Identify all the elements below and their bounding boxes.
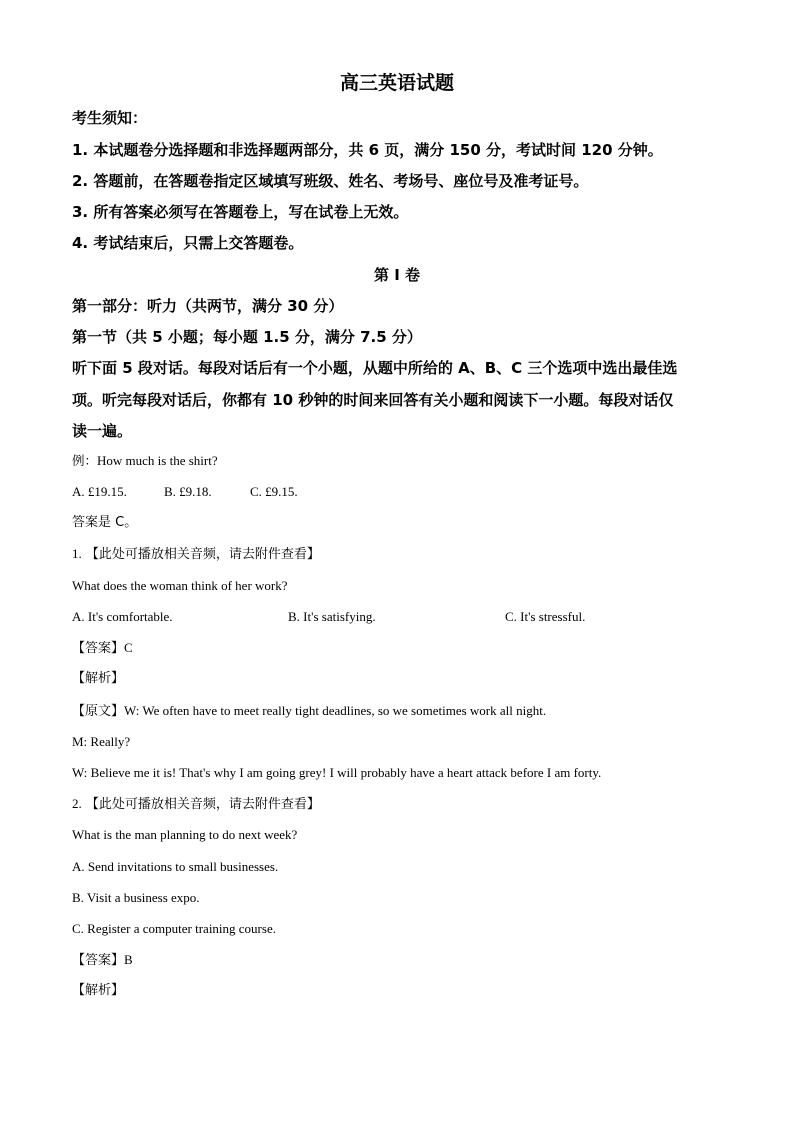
q2-option-c: C. Register a computer training course.: [72, 921, 276, 936]
notice-item-3: 3. 所有答案必须写在答题卷上，写在试卷上无效。: [72, 203, 409, 221]
q1-audio-note: 【此处可播放相关音频，请去附件查看】: [85, 547, 320, 562]
q2-option-a: A. Send invitations to small businesses.: [72, 859, 279, 874]
q1-question: What does the woman think of her work?: [72, 578, 288, 593]
notice-item-4: 4. 考试结束后，只需上交答题卷。: [72, 234, 304, 252]
q2-answer-tag: 【答案】: [72, 953, 125, 968]
q1-transcript-text-1: W: We often have to meet really tight deadlines, so we sometimes work all night.: [124, 703, 547, 718]
directions-line-1: 听下面 5 段对话。每段对话后有一个小题，从题中所给的 A、B、C 三个选项中选出最佳选: [72, 359, 678, 377]
notice-item-1: 1. 本试题卷分选择题和非选择题两部分，共 6 页，满分 150 分，考试时间 120 分钟。: [72, 141, 663, 159]
q1-option-c: C. It's stressful.: [505, 609, 586, 624]
q1-option-a: A. It's comfortable.: [72, 609, 173, 624]
q2-audio-line: [72, 795, 320, 814]
example-question-text: How much is the shirt?: [97, 453, 218, 468]
page-title: 高三英语试题: [339, 72, 454, 94]
example-option-a: A. £19.15.: [72, 484, 127, 499]
example-option-c: C. £9.15.: [250, 484, 298, 499]
q1-answer: [72, 639, 133, 658]
notice-item-2: 2. 答题前，在答题卷指定区域填写班级、姓名、考场号、座位号及准考证号。: [72, 172, 589, 190]
example-answer: 答案是 C。: [72, 515, 138, 530]
q2-audio-note: 【此处可播放相关音频，请去附件查看】: [85, 797, 320, 812]
q2-question: What is the man planning to do next week?: [72, 827, 298, 842]
part1-heading: 第一部分：听力（共两节，满分 30 分）: [72, 297, 344, 315]
q1-transcript-line-3: W: Believe me it is! That's why I am going grey! I will probably have a heart attack before I am forty.: [72, 765, 602, 780]
example-option-b: B. £9.18.: [164, 484, 212, 499]
q2-option-b: B. Visit a business expo.: [72, 890, 200, 905]
q1-transcript-line-1: [72, 702, 546, 721]
directions-line-3: 读一遍。: [72, 422, 133, 440]
q1-audio-line: [72, 545, 320, 564]
q2-analysis-tag: 【解析】: [72, 983, 125, 998]
q1-answer-value: C: [124, 640, 133, 655]
q1-original-tag: 【原文】: [72, 704, 125, 719]
q1-option-b: B. It's satisfying.: [288, 609, 376, 624]
q1-analysis-tag: 【解析】: [72, 671, 125, 686]
q1-transcript-line-2: M: Really?: [72, 734, 131, 749]
notice-heading: 考生须知：: [72, 109, 148, 127]
volume-heading: 第 I 卷: [373, 266, 421, 284]
q2-answer: [72, 951, 133, 970]
example-prefix: 例：: [72, 453, 98, 468]
q2-answer-value: B: [124, 952, 133, 967]
q2-number: 2.: [72, 796, 82, 811]
directions-line-2: 项。听完每段对话后，你都有 10 秒钟的时间来回答有关小题和阅读下一小题。每段对话仅: [72, 391, 674, 409]
section1-heading: 第一节（共 5 小题；每小题 1.5 分，满分 7.5 分）: [72, 328, 422, 346]
q1-answer-tag: 【答案】: [72, 641, 125, 656]
example-question: [72, 452, 218, 470]
q1-number: 1.: [72, 546, 82, 561]
